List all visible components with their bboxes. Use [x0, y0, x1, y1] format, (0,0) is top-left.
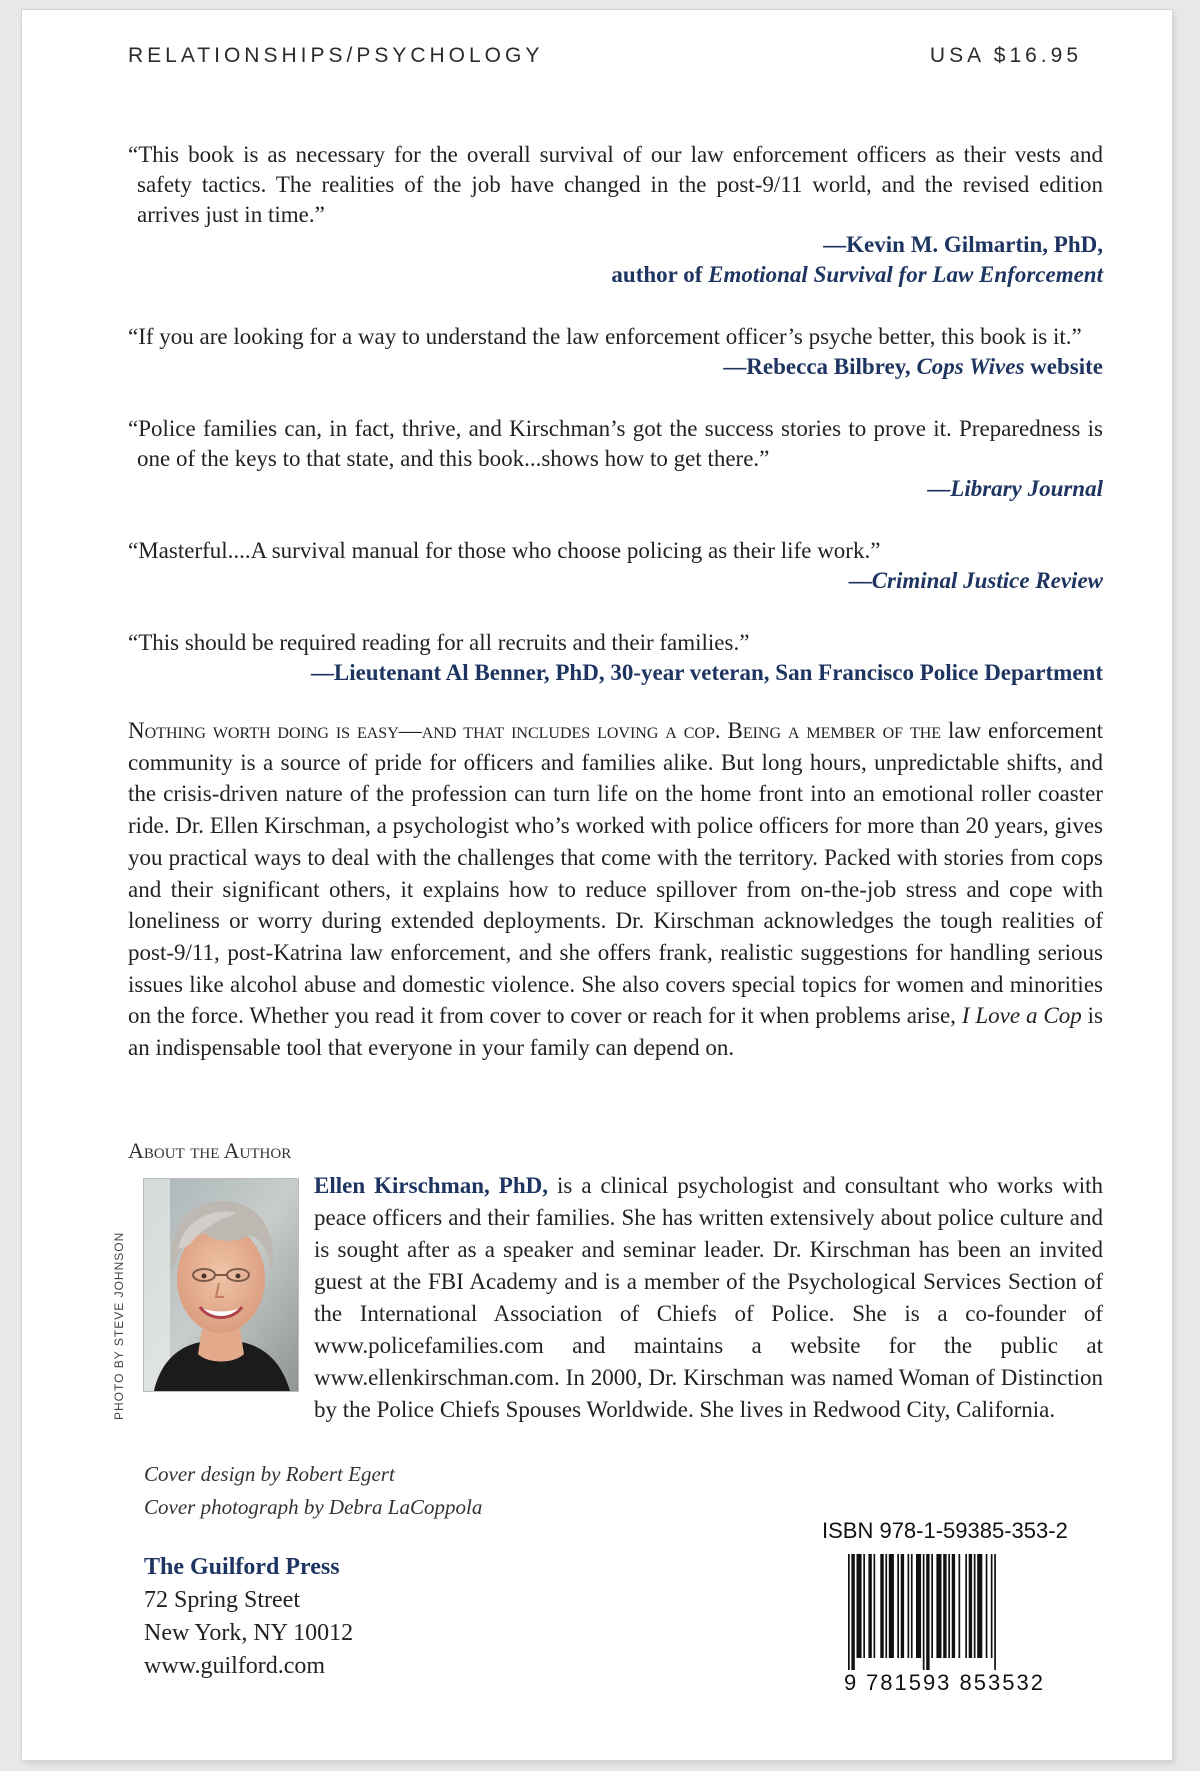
- book-back-cover: [22, 10, 1172, 1760]
- blurb-attribution: [128, 474, 1103, 504]
- description-lead-in: Nothing worth doing is easy—and that includes loving a cop. Being a member of the: [128, 718, 942, 743]
- description-body-end: is an indispensable tool that everyone in your family can depend on.: [128, 1003, 1103, 1061]
- blurb-quote: “This book is as necessary for the overall survival of our law enforcement officers as their vests and safety tactics. The realities of the job have changed in the post-9/11 world, and the revised edition arrives just in time.”: [128, 142, 1103, 227]
- blurb: [128, 536, 1103, 596]
- cover-photo-credit: Cover photograph by Debra LaCoppola: [144, 1495, 483, 1519]
- photo-credit: [108, 1180, 128, 1420]
- blurb-attribution: [128, 352, 1103, 382]
- photo-credit-text: PHOTO BY STEVE JOHNSON: [112, 1231, 126, 1420]
- author-bio-text: is a clinical psychologist and consultant who works with peace officers and their families. She has written extensively about police culture and is sought after as a speaker and seminar leader. Dr. Kirschman has been an invited guest at the FBI Academy and is a member of the Psychological Services Section of the International Association of Chiefs of Police. She is a co-founder of www.policefamilies.com and maintains a website for the public at www.ellenkirschman.com. In 2000, Dr. Kirschman was named Woman of Distinction by the Police Chiefs Spouses Worldwide. She lives in Redwood City, California.: [314, 1173, 1104, 1422]
- attribution-prefix: —: [927, 476, 951, 501]
- blurb-attribution: [128, 230, 1103, 290]
- blurb: [128, 414, 1103, 504]
- blurbs-section: [128, 140, 1103, 720]
- publisher-city: New York, NY 10012: [144, 1620, 354, 1646]
- barcode-icon: [844, 1554, 1064, 1670]
- about-author-heading: About the Author: [128, 1138, 292, 1163]
- blurb-quote: “This should be required reading for all recruits and their families.”: [128, 630, 750, 655]
- attribution-prefix: —: [848, 568, 872, 593]
- book-description: [128, 715, 1103, 1064]
- blurb-quote: “Police families can, in fact, thrive, and Kirschman’s got the success stories to prove it. Preparedness is one of the keys to that state, and this book...shows how to get there.”: [128, 416, 1103, 471]
- price-label: USA $16.95: [929, 44, 1082, 67]
- blurb-attribution: [128, 658, 1103, 688]
- attribution-prefix: —Rebecca Bilbrey,: [723, 354, 917, 379]
- cover-credits: [144, 1458, 482, 1524]
- barcode-lead-digit: 9: [844, 1670, 859, 1695]
- blurb: [128, 322, 1103, 382]
- attribution-name: —Kevin M. Gilmartin, PhD,: [823, 232, 1103, 257]
- author-name: Ellen Kirschman, PhD,: [314, 1173, 548, 1198]
- description-body: law enforcement community is a source of pride for officers and families alike. But long hours, unpredictable shifts, and the crisis-driven nature of the profession can turn life on the home front into an emotional roller coaster ride. Dr. Ellen Kirschman, a psychologist who’s worked with police officers for more than 20 years, gives you practical ways to deal with the challenges that come with the territory. Packed with stories from cops and their significant others, it explains how to reduce spillover from on-the-job stress and cope with loneliness or worry during extended deployments. Dr. Kirschman acknowledges the tough realities of post-9/11, post-Katrina law enforcement, and she offers frank, realistic suggestions for handling serious issues like alcohol abuse and domestic violence. She also covers special topics for women and minorities on the force. Whether you read it from cover to cover or reach for it when problems arise,: [128, 718, 1103, 1029]
- blurb-quote: “Masterful....A survival manual for those who choose policing as their life work.”: [128, 538, 881, 563]
- blurb-attribution: [128, 566, 1103, 596]
- attribution-suffix: website: [1024, 354, 1103, 379]
- category-label: RELATIONSHIPS/PSYCHOLOGY: [128, 44, 544, 67]
- book-title: I Love a Cop: [961, 1003, 1082, 1029]
- isbn-label: ISBN 978-1-59385-353-2: [822, 1518, 1068, 1543]
- blurb: [128, 628, 1103, 688]
- publisher-street: 72 Spring Street: [144, 1587, 300, 1613]
- attribution-title: Criminal Justice Review: [871, 568, 1103, 593]
- publisher-name: The Guilford Press: [144, 1554, 340, 1580]
- attribution-prefix: author of: [611, 262, 709, 287]
- cover-design-credit: Cover design by Robert Egert: [144, 1462, 395, 1486]
- author-bio: [128, 1170, 1103, 1426]
- blurb: [128, 140, 1103, 290]
- publisher-website: www.guilford.com: [144, 1653, 326, 1679]
- publisher-block: [144, 1551, 353, 1683]
- attribution-title: Emotional Survival for Law Enforcement: [708, 262, 1103, 287]
- attribution-title: Cops Wives: [916, 354, 1025, 379]
- barcode-digits: 781593 853532: [866, 1670, 1045, 1695]
- blurb-quote: “If you are looking for a way to understand the law enforcement officer’s psyche better, this book is it.”: [128, 324, 1082, 349]
- attribution-title: Library Journal: [950, 476, 1103, 501]
- attribution-prefix: —Lieutenant Al Benner, PhD, 30-year veteran, San Francisco Police Department: [310, 660, 1103, 685]
